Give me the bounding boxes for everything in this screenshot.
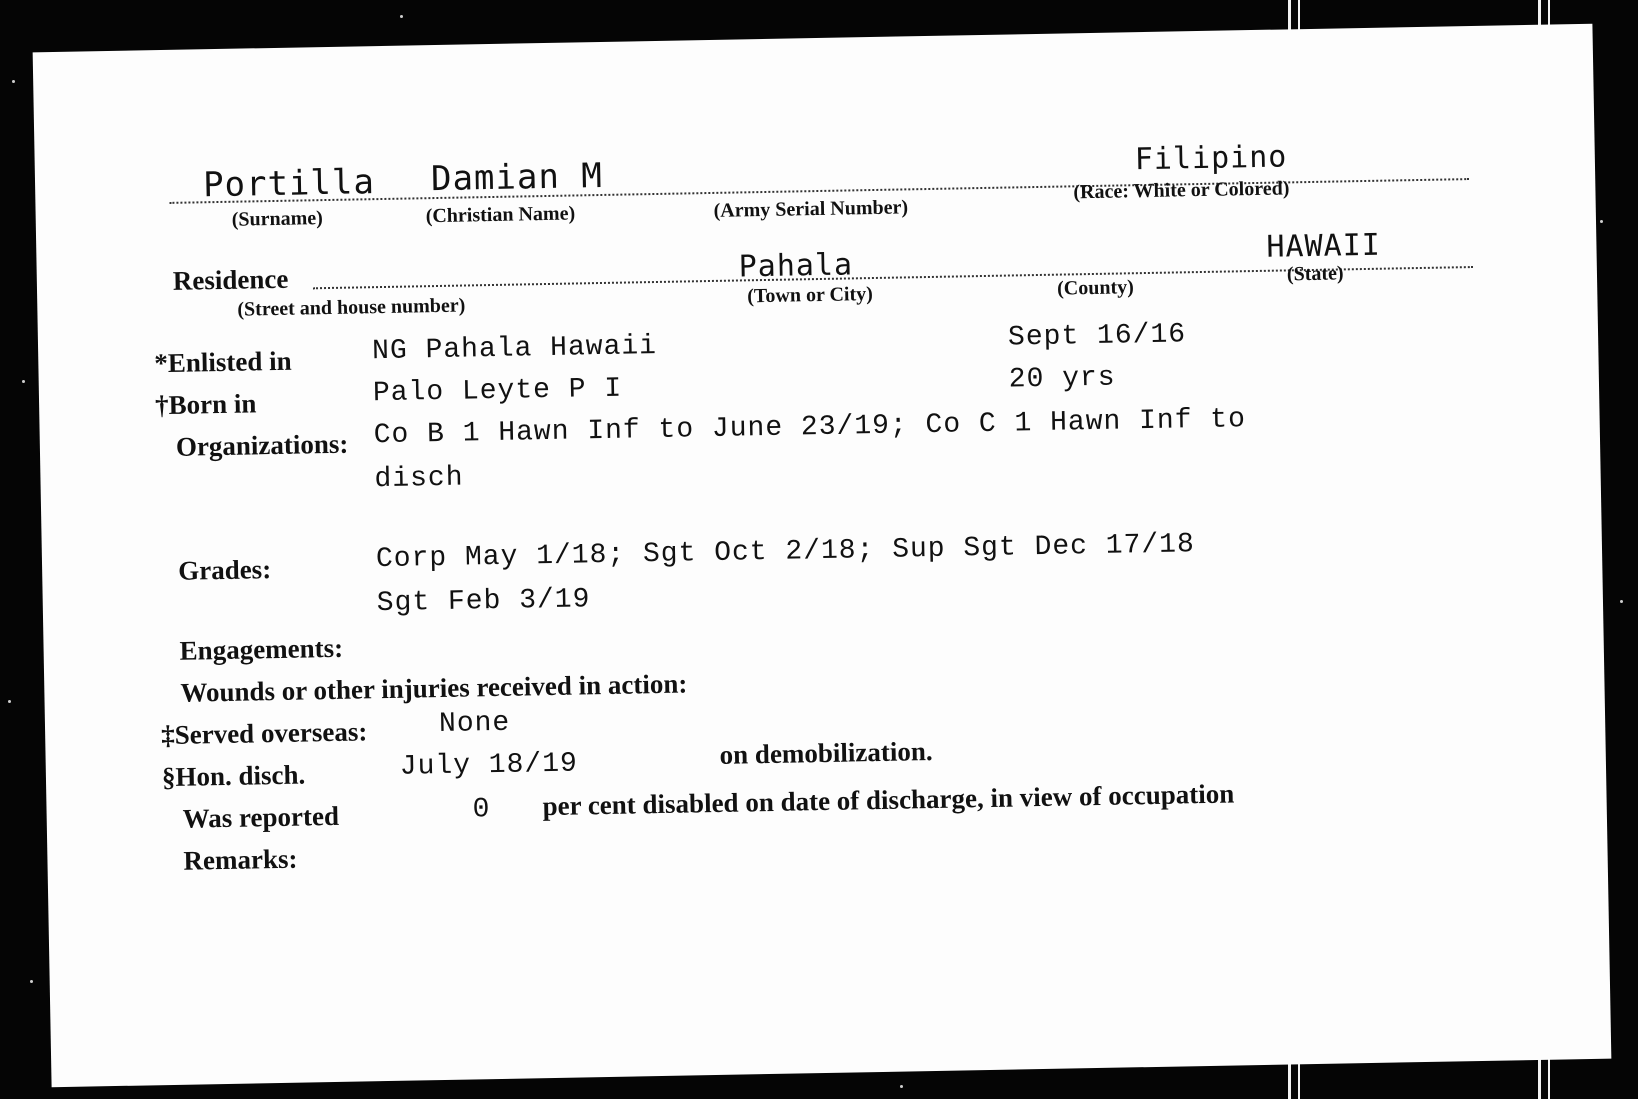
grades-line1: Corp May 1/18; Sgt Oct 2/18; Sup Sgt Dec 17/18	[375, 529, 1196, 576]
enlisted-date: Sept 16/16	[1007, 319, 1187, 354]
scan-speck	[30, 980, 33, 983]
christian-name-value: Damian M	[430, 155, 604, 200]
scan-speck	[900, 1085, 903, 1088]
scan-speck	[12, 80, 15, 83]
born-value: Palo Leyte P I	[372, 373, 623, 410]
born-age: 20 yrs	[1008, 362, 1116, 396]
wounds-label: Wounds or other injuries received in action:	[180, 668, 688, 708]
scan-speck	[1620, 600, 1623, 603]
grades-label: Grades:	[177, 554, 272, 586]
state-value: HAWAII	[1266, 227, 1382, 265]
army-serial-caption: (Army Serial Number)	[713, 196, 909, 222]
street-caption: (Street and house number)	[237, 294, 466, 321]
town-value: Pahala	[738, 247, 854, 285]
surname-value: Portilla	[202, 162, 376, 206]
organizations-label: Organizations:	[175, 428, 349, 462]
county-caption: (County)	[1056, 276, 1135, 300]
hon-disch-value: July 18/19	[399, 748, 579, 783]
reported-label: Was reported	[182, 800, 340, 834]
race-caption: (Race: White or Colored)	[1073, 177, 1290, 204]
scan-speck	[1600, 220, 1603, 223]
scan-speck	[400, 15, 403, 18]
organizations-line1: Co B 1 Hawn Inf to June 23/19; Co C 1 Hawn Inf to	[373, 404, 1247, 452]
scan-speck	[8, 700, 11, 703]
state-caption: (State)	[1286, 262, 1344, 286]
hon-disch-suffix: on demobilization.	[719, 736, 933, 770]
overseas-label: ‡Served overseas:	[160, 716, 368, 751]
hon-disch-label: §Hon. disch.	[161, 759, 306, 793]
christian-name-caption: (Christian Name)	[425, 202, 576, 228]
born-label: †Born in	[154, 388, 257, 421]
service-record-card	[33, 24, 1612, 1087]
grades-line2: Sgt Feb 3/19	[376, 584, 591, 620]
reported-value: 0	[472, 794, 491, 826]
race-value: Filipino	[1134, 139, 1288, 178]
town-caption: (Town or City)	[747, 283, 873, 308]
surname-caption: (Surname)	[231, 207, 324, 231]
overseas-value: None	[438, 707, 511, 741]
residence-label: Residence	[172, 263, 289, 296]
enlisted-label: *Enlisted in	[154, 345, 292, 379]
enlisted-value: NG Pahala Hawaii	[371, 330, 658, 368]
organizations-line2: disch	[374, 462, 464, 496]
remarks-label: Remarks:	[183, 843, 298, 876]
scan-speck	[22, 380, 25, 383]
engagements-label: Engagements:	[179, 632, 344, 666]
reported-suffix: per cent disabled on date of discharge, in view of occupation	[542, 778, 1235, 822]
